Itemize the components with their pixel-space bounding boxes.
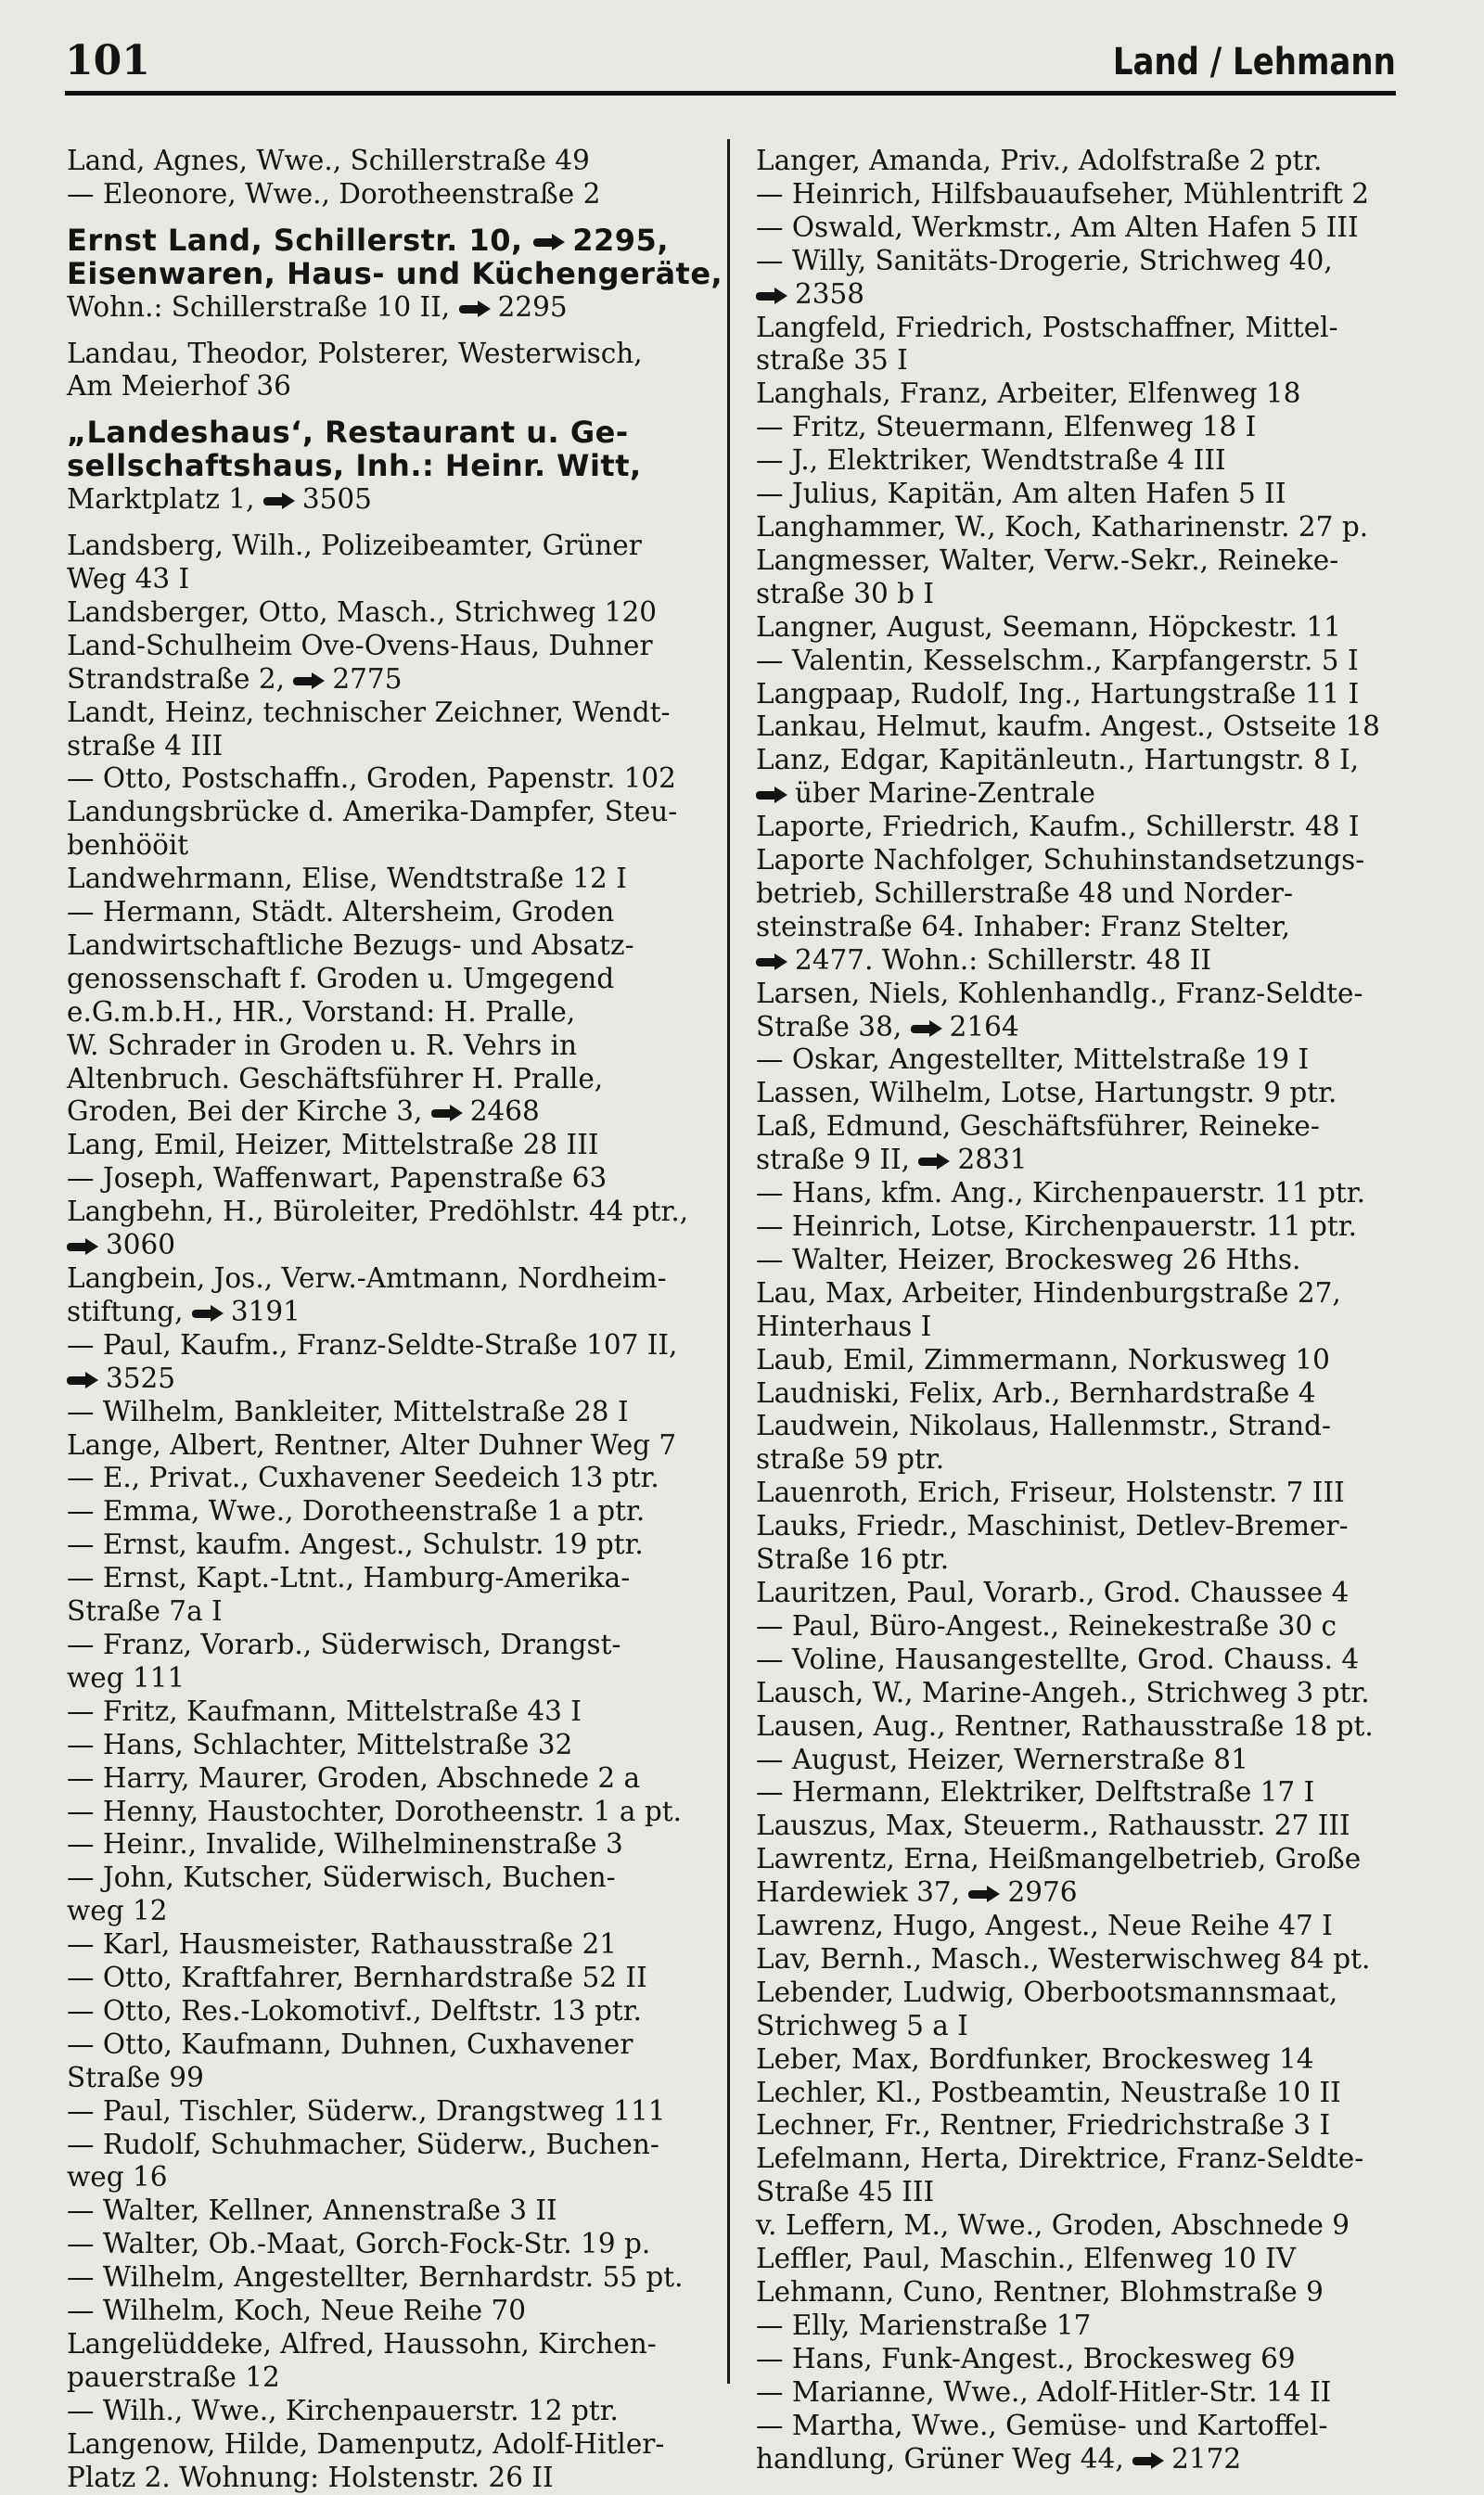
- entry-line: Altenbruch. Geschäftsführer H. Pralle,: [67, 1062, 604, 1094]
- entry-line: — Wilhelm, Angestellter, Bernhardstr. 55 pt.: [67, 2261, 684, 2294]
- ad-line: sellschaftshaus, Inh.: Heinr. Witt,: [67, 448, 642, 484]
- directory-entry: [756, 145, 1414, 178]
- directory-entry: [756, 1410, 1414, 1477]
- telephone-pointer-icon: [293, 672, 326, 689]
- telephone-pointer-icon: [67, 1372, 100, 1388]
- directory-entry: [756, 1110, 1414, 1177]
- directory-entry: [67, 145, 721, 178]
- entry-gap: [67, 517, 721, 530]
- entry-line: Straße 99: [67, 2061, 204, 2093]
- entry-line-text: Hardewiek 37,: [756, 1876, 969, 1909]
- directory-entry: [67, 1928, 721, 1962]
- directory-entry: [67, 1828, 721, 1862]
- entry-line: — Otto, Postschaffn., Groden, Papenstr. 102: [67, 762, 676, 795]
- telephone-pointer-icon: [918, 1153, 952, 1170]
- entry-line: Langenow, Hilde, Damenputz, Adolf-Hitler-: [67, 2427, 665, 2460]
- entry-line: Landwirtschaftliche Bezugs- und Absatz-: [67, 928, 634, 961]
- entry-line: Leffler, Paul, Maschin., Elfenweg 10 IV: [756, 2243, 1297, 2275]
- directory-entry: [756, 1644, 1414, 1677]
- entry-phone-line: [106, 1362, 721, 1396]
- telephone-pointer-icon: [911, 1020, 944, 1037]
- directory-entry: [67, 929, 721, 1129]
- entry-line: straße 30 b I: [756, 577, 935, 609]
- directory-entry: [756, 1744, 1414, 1777]
- entry-line: — Ernst, kaufm. Angest., Schulstr. 19 ptr.: [67, 1529, 644, 1561]
- directory-entry: [67, 2428, 721, 2495]
- telephone-pointer-icon: [756, 787, 789, 803]
- entry-line: Landungsbrücke d. Amerika-Dampfer, Steu-: [67, 796, 678, 828]
- entry-line: Lav, Bernh., Masch., Westerwischweg 84 pt.: [756, 1942, 1371, 1975]
- entry-line: — Paul, Tischler, Süderw., Drangstweg 111: [67, 2094, 666, 2127]
- directory-entry: [756, 1977, 1414, 2043]
- directory-entry: [67, 2228, 721, 2261]
- entry-line: — Harry, Maurer, Groden, Abschnede 2 a: [67, 1761, 641, 1794]
- directory-entry: [67, 596, 721, 630]
- entry-line: — Voline, Hausangestellte, Grod. Chauss. 4: [756, 1643, 1360, 1675]
- directory-entry: [756, 1610, 1414, 1644]
- page-header: [65, 35, 1396, 96]
- entry-line: Landt, Heinz, technischer Zeichner, Wendt-: [67, 696, 671, 728]
- directory-entry: [67, 2395, 721, 2428]
- entry-line: — Otto, Res.-Lokomotivf., Delftstr. 13 ptr.: [67, 1994, 642, 2027]
- entry-line: Landsberger, Otto, Masch., Strichweg 120: [67, 595, 657, 628]
- directory-entry: [756, 511, 1414, 544]
- entry-line-text: Groden, Bei der Kirche 3,: [67, 1095, 431, 1128]
- entry-line: — Joseph, Waffenwart, Papenstraße 63: [67, 1162, 608, 1195]
- entry-line: weg 12: [67, 1895, 168, 1927]
- entry-line: Lebender, Ludwig, Oberbootsmannsmaat,: [756, 1976, 1338, 2008]
- directory-entry: [756, 312, 1414, 378]
- directory-entry: [67, 178, 721, 211]
- ad-phone-number: 2295,: [572, 222, 669, 258]
- directory-entry: [756, 1244, 1414, 1277]
- entry-phone-line: [795, 943, 1414, 978]
- entry-line: — E., Privat., Cuxhavener Seedeich 13 ptr.: [67, 1462, 659, 1494]
- telephone-pointer-icon: [192, 1305, 225, 1322]
- entry-line: straße 35 I: [756, 344, 908, 377]
- directory-entry: [756, 2343, 1414, 2376]
- entry-line: Lange, Albert, Rentner, Alter Duhner Weg 7: [67, 1428, 677, 1461]
- telephone-pointer-icon: [1132, 2452, 1166, 2469]
- entry-line: — Emma, Wwe., Dorotheenstraße 1 a ptr.: [67, 1495, 646, 1528]
- entry-phone-line: [106, 1229, 721, 1262]
- directory-entry: [67, 1629, 721, 1695]
- directory-entry: [756, 1077, 1414, 1110]
- entry-line: Lawrenz, Hugo, Angest., Neue Reihe 47 I: [756, 1910, 1333, 1942]
- directory-entry: [67, 863, 721, 896]
- directory-entry: [756, 2043, 1414, 2077]
- directory-entry: [67, 2028, 721, 2095]
- directory-entry: [756, 1377, 1414, 1411]
- directory-entry: [67, 796, 721, 863]
- entry-line: Land, Agnes, Wwe., Schillerstraße 49: [67, 145, 590, 176]
- directory-entry: [756, 611, 1414, 645]
- entry-line: genossenschaft f. Groden u. Umgegend: [67, 962, 615, 994]
- phone-number: 2976: [1007, 1876, 1078, 1909]
- ad-address: [67, 483, 721, 517]
- directory-entry: [67, 1196, 721, 1262]
- directory-entry: [67, 1429, 721, 1463]
- directory-entry: [67, 1695, 721, 1729]
- directory-entry: [67, 224, 721, 325]
- entry-phone-line: [795, 777, 1414, 811]
- entry-phone-line: [756, 1010, 1414, 1044]
- entry-line: Langbehn, H., Büroleiter, Predöhlstr. 44 ptr.,: [67, 1196, 689, 1228]
- directory-entry: [67, 2295, 721, 2328]
- entry-line: Lau, Max, Arbeiter, Hindenburgstraße 27,: [756, 1276, 1341, 1309]
- entry-phone-line: [756, 2442, 1414, 2476]
- entry-line-text: Strandstraße 2,: [67, 662, 294, 695]
- directory-entry: [67, 416, 721, 517]
- directory-entry: [756, 645, 1414, 678]
- entry-line: Lassen, Wilhelm, Lotse, Hartungstr. 9 ptr.: [756, 1077, 1337, 1109]
- telephone-pointer-icon: [459, 301, 493, 317]
- directory-entry: [67, 1462, 721, 1495]
- entry-line: — Hans, Schlachter, Mittelstraße 32: [67, 1728, 573, 1760]
- entry-line: Larsen, Niels, Kohlenhandlg., Franz-Seldte-: [756, 977, 1363, 1009]
- entry-line: Langer, Amanda, Priv., Adolfstraße 2 ptr.: [756, 145, 1323, 176]
- entry-line: weg 111: [67, 1661, 186, 1694]
- directory-entry: [756, 1277, 1414, 1344]
- entry-line: Leber, Max, Bordfunker, Brockesweg 14: [756, 2042, 1314, 2075]
- entry-line: — Ernst, Kapt.-Ltnt., Hamburg-Amerika-: [67, 1562, 631, 1594]
- entry-line: Laudniski, Felix, Arb., Bernhardstraße 4: [756, 1376, 1316, 1409]
- entry-phone-line: [756, 1876, 1414, 1910]
- entry-line: benhööit: [67, 829, 189, 862]
- entry-line: — August, Heizer, Wernerstraße 81: [756, 1743, 1248, 1775]
- entry-line: — Otto, Kraftfahrer, Bernhardstraße 52 II: [67, 1962, 647, 1994]
- entry-line: — Rudolf, Schuhmacher, Süderw., Buchen-: [67, 2128, 659, 2160]
- directory-entry: [756, 1710, 1414, 1744]
- entry-line: Straße 16 ptr.: [756, 1543, 950, 1576]
- entry-line: Langelüddeke, Alfred, Haussohn, Kirchen-: [67, 2328, 657, 2360]
- entry-line-text: handlung, Grüner Weg 44,: [756, 2442, 1133, 2475]
- ad-name: Ernst Land,: [67, 222, 263, 258]
- directory-entry: [756, 444, 1414, 478]
- entry-line: — Oskar, Angestellter, Mittelstraße 19 I: [756, 1043, 1310, 1076]
- entry-line: Langner, August, Seemann, Höpckestr. 11: [756, 610, 1341, 643]
- entry-line: — Walter, Ob.-Maat, Gorch-Fock-Str. 19 p.: [67, 2228, 651, 2260]
- directory-entry: [756, 411, 1414, 444]
- directory-entry: [67, 1995, 721, 2028]
- directory-entry: [756, 1943, 1414, 1977]
- entry-line-text: Straße 38,: [756, 1010, 911, 1043]
- directory-entry: [756, 1910, 1414, 1943]
- entry-line: Strichweg 5 a I: [756, 2009, 968, 2041]
- directory-entry: [756, 1510, 1414, 1577]
- entry-line: — Heinr., Invalide, Wilhelminenstraße 3: [67, 1828, 623, 1861]
- directory-entry: [67, 1129, 721, 1162]
- directory-entry: [67, 1762, 721, 1796]
- entry-line: weg 16: [67, 2161, 168, 2194]
- entry-line: Am Meierhof 36: [67, 370, 291, 403]
- entry-line: — Wilhelm, Bankleiter, Mittelstraße 28 I: [67, 1395, 629, 1427]
- ad-address: Schillerstr. 10,: [262, 222, 534, 258]
- ad-line: „Landeshaus‘, Restaurant u. Ge-: [67, 415, 629, 451]
- entry-line: — Franz, Vorarb., Süderwisch, Drangst-: [67, 1628, 621, 1660]
- directory-entry: [756, 1344, 1414, 1377]
- entry-line: — Oswald, Werkmstr., Am Alten Hafen 5 III: [756, 211, 1359, 243]
- directory-entry: [756, 1577, 1414, 1610]
- directory-entry: [67, 2328, 721, 2395]
- directory-entry: [67, 1329, 721, 1396]
- entry-line: Lechler, Kl., Postbeamtin, Neustraße 10 II: [756, 2076, 1341, 2108]
- directory-entry: [756, 1210, 1414, 1244]
- directory-entry: [67, 896, 721, 929]
- directory-entry: [67, 1962, 721, 1995]
- entry-line: — Heinrich, Lotse, Kirchenpauerstr. 11 ptr.: [756, 1210, 1357, 1242]
- entry-line: — Martha, Wwe., Gemüse- und Kartoffel-: [756, 2409, 1328, 2441]
- entry-gap: [67, 325, 721, 338]
- entry-phone-line: [67, 1095, 721, 1129]
- entry-line: Laudwein, Nikolaus, Hallenmstr., Strand-: [756, 1410, 1331, 1442]
- phone-number: 3060: [106, 1229, 176, 1261]
- directory-entry: [67, 762, 721, 796]
- entry-line: W. Schrader in Groden u. R. Vehrs in: [67, 1029, 577, 1061]
- entry-line: — J., Elektriker, Wendtstraße 4 III: [756, 444, 1226, 477]
- directory-entry: [756, 1843, 1414, 1910]
- directory-entry: [67, 2194, 721, 2228]
- telephone-pointer-icon: [431, 1105, 465, 1121]
- entry-line: — Paul, Kaufm., Franz-Seldte-Straße 107 II,: [67, 1328, 678, 1361]
- ad-headline: [67, 222, 721, 258]
- telephone-pointer-icon: [533, 234, 567, 250]
- directory-entry: [756, 1677, 1414, 1710]
- directory-entry: [756, 678, 1414, 711]
- entry-line: — Walter, Heizer, Brockesweg 26 Hths.: [756, 1243, 1301, 1275]
- directory-entry: [756, 744, 1414, 811]
- phone-number: 2164: [949, 1010, 1019, 1043]
- entry-line: Lauenroth, Erich, Friseur, Holstenstr. 7 III: [756, 1477, 1345, 1509]
- entry-phone-line: [795, 277, 1414, 312]
- entry-phone-line: [67, 1295, 721, 1329]
- entry-line: Lauszus, Max, Steuerm., Rathausstr. 27 III: [756, 1810, 1350, 1842]
- directory-entry: [756, 1043, 1414, 1077]
- directory-entry: [756, 2143, 1414, 2209]
- directory-entry: [67, 2095, 721, 2129]
- directory-entry: [67, 1262, 721, 1329]
- page-number: 101: [65, 37, 150, 84]
- directory-entry: [67, 630, 721, 697]
- entry-line: Straße 45 III: [756, 2176, 935, 2208]
- entry-line: Landsberg, Wilh., Polizeibeamter, Grüner: [67, 530, 642, 562]
- entry-line: Laporte, Friedrich, Kaufm., Schillerstr. 48 I: [756, 811, 1360, 843]
- phone-number: 3191: [230, 1295, 301, 1327]
- directory-entry: [756, 377, 1414, 411]
- entry-line-text: stiftung,: [67, 1295, 192, 1327]
- directory-entry: [756, 2243, 1414, 2276]
- entry-line: — Hermann, Elektriker, Delftstraße 17 I: [756, 1776, 1315, 1809]
- entry-line: — Fritz, Kaufmann, Mittelstraße 43 I: [67, 1695, 582, 1727]
- directory-entry: [756, 245, 1414, 312]
- entry-line: Lauritzen, Paul, Vorarb., Grod. Chaussee 4: [756, 1576, 1350, 1608]
- entry-line: e.G.m.b.H., HR., Vorstand: H. Pralle,: [67, 995, 576, 1028]
- directory-entry: [756, 178, 1414, 211]
- directory-entry: [756, 2109, 1414, 2143]
- directory-entry: [756, 2077, 1414, 2110]
- directory-entry: [67, 1562, 721, 1629]
- entry-line: — Willy, Sanitäts-Drogerie, Strichweg 40,: [756, 244, 1333, 276]
- entry-line: Laporte Nachfolger, Schuhinstandsetzungs-: [756, 844, 1365, 876]
- telephone-pointer-icon: [263, 493, 297, 509]
- entry-line: — Hans, Funk-Angest., Brockesweg 69: [756, 2342, 1296, 2374]
- entry-line: Straße 7a I: [67, 1595, 223, 1628]
- entry-line: Landau, Theodor, Polsterer, Westerwisch,: [67, 337, 643, 369]
- directory-entry: [756, 2376, 1414, 2410]
- entry-line: straße 4 III: [67, 729, 224, 761]
- entry-line: Laub, Emil, Zimmermann, Norkusweg 10: [756, 1343, 1330, 1375]
- entry-line: — Paul, Büro-Angest., Reinekestraße 30 c: [756, 1609, 1337, 1642]
- entry-line: — Marianne, Wwe., Adolf-Hitler-Str. 14 II: [756, 2375, 1332, 2408]
- entry-line: Lankau, Helmut, kaufm. Angest., Ostseite 18: [756, 710, 1380, 743]
- entry-line: — Elly, Marienstraße 17: [756, 2309, 1092, 2341]
- entry-line: Langhals, Franz, Arbeiter, Elfenweg 18: [756, 377, 1301, 410]
- directory-entry: [67, 1796, 721, 1829]
- phone-number: 2831: [957, 1144, 1028, 1176]
- entry-line: betrieb, Schillerstraße 48 und Norder-: [756, 876, 1293, 909]
- directory-entry: [756, 811, 1414, 844]
- entry-line: Lausch, W., Marine-Angeh., Strichweg 3 ptr.: [756, 1676, 1370, 1708]
- entry-line: Platz 2. Wohnung: Holstenstr. 26 II: [67, 2461, 554, 2493]
- directory-entry: [756, 710, 1414, 744]
- phone-number: 2775: [332, 662, 403, 695]
- entry-line: — Heinrich, Hilfsbauaufseher, Mühlentrift 2: [756, 177, 1370, 210]
- directory-entry: [67, 530, 721, 596]
- entry-line: Lehmann, Cuno, Rentner, Blohmstraße 9: [756, 2276, 1324, 2308]
- left-column: [67, 145, 721, 2495]
- directory-entry: [67, 2261, 721, 2295]
- directory-entry: [756, 844, 1414, 978]
- directory-entry: [756, 2410, 1414, 2476]
- ad-address-text: Marktplatz 1,: [67, 483, 263, 516]
- entry-line: — Wilh., Wwe., Kirchenpauerstr. 12 ptr.: [67, 2394, 619, 2426]
- entry-line: — Valentin, Kesselschm., Karpfangerstr. 5 I: [756, 644, 1359, 676]
- entry-line: — Eleonore, Wwe., Dorotheenstraße 2: [67, 177, 601, 210]
- directory-entry: [67, 1529, 721, 1562]
- entry-line: — Henny, Haustochter, Dorotheenstr. 1 a pt.: [67, 1795, 682, 1827]
- entry-line: v. Leffern, M., Wwe., Groden, Abschnede 9: [756, 2209, 1350, 2242]
- entry-line: Hinterhaus I: [756, 1310, 932, 1342]
- phone-number: 2172: [1171, 2442, 1242, 2475]
- entry-line: Langmesser, Walter, Verw.-Sekr., Reineke-: [756, 544, 1339, 576]
- ad-phone-number: 3505: [301, 483, 372, 516]
- phone-number: über Marine-Zentrale: [795, 777, 1095, 810]
- entry-line: straße 59 ptr.: [756, 1443, 945, 1476]
- entry-line: Langbein, Jos., Verw.-Amtmann, Nordheim-: [67, 1262, 667, 1294]
- directory-entry: [756, 211, 1414, 245]
- entry-line: Lang, Emil, Heizer, Mittelstraße 28 III: [67, 1129, 599, 1161]
- entry-line: Langhammer, W., Koch, Katharinenstr. 27 p.: [756, 510, 1369, 543]
- entry-line: Land-Schulheim Ove-Ovens-Haus, Duhner: [67, 629, 653, 661]
- directory-entry: [756, 1177, 1414, 1210]
- running-head: Land / Lehmann: [1113, 41, 1396, 83]
- entry-line: — Wilhelm, Koch, Neue Reihe 70: [67, 2295, 527, 2327]
- entry-line: Lanz, Edgar, Kapitänleutn., Hartungstr. 8 I,: [756, 744, 1360, 776]
- entry-line: Lefelmann, Herta, Direktrice, Franz-Seldte-: [756, 2143, 1364, 2175]
- entry-line: Lechner, Fr., Rentner, Friedrichstraße 3 I: [756, 2109, 1331, 2142]
- phone-number: 2358: [795, 277, 865, 310]
- telephone-pointer-icon: [968, 1886, 1002, 1902]
- entry-line: — Fritz, Steuermann, Elfenweg 18 I: [756, 411, 1257, 443]
- directory-entry: [67, 338, 721, 404]
- entry-line: Lausen, Aug., Rentner, Rathausstraße 18 pt.: [756, 1709, 1374, 1742]
- entry-line: Langfeld, Friedrich, Postschaffner, Mittel-: [756, 311, 1338, 343]
- directory-entry: [756, 2276, 1414, 2309]
- entry-line: — Hans, kfm. Ang., Kirchenpauerstr. 11 ptr.: [756, 1177, 1366, 1209]
- telephone-pointer-icon: [67, 1238, 100, 1255]
- directory-entry: [67, 697, 721, 763]
- entry-line: — Hermann, Städt. Altersheim, Groden: [67, 896, 615, 928]
- right-column: [756, 145, 1414, 2476]
- directory-entry: [756, 1810, 1414, 1843]
- entry-line: — Julius, Kapitän, Am alten Hafen 5 II: [756, 478, 1286, 510]
- directory-entry: [67, 1862, 721, 1928]
- directory-entry: [756, 1776, 1414, 1810]
- entry-line: Lauks, Friedr., Maschinist, Detlev-Bremer-: [756, 1510, 1349, 1542]
- entry-phone-line: [67, 662, 721, 697]
- directory-entry: [756, 2309, 1414, 2343]
- directory-entry: [67, 1162, 721, 1196]
- directory-entry: [756, 478, 1414, 511]
- entry-line: — Otto, Kaufmann, Duhnen, Cuxhavener: [67, 2028, 633, 2060]
- ad-residence-text: Wohn.: Schillerstraße 10 II,: [67, 290, 459, 323]
- entry-line: Landwehrmann, Elise, Wendtstraße 12 I: [67, 863, 627, 895]
- entry-line-text: straße 9 II,: [756, 1144, 919, 1176]
- entry-line: Laß, Edmund, Geschäftsführer, Reineke-: [756, 1110, 1320, 1143]
- directory-entry: [67, 2129, 721, 2195]
- ad-line: Eisenwaren, Haus- und Küchengeräte,: [67, 255, 723, 291]
- directory-entry: [67, 1396, 721, 1429]
- directory-entry: [756, 978, 1414, 1044]
- entry-line: Langpaap, Rudolf, Ing., Hartungstraße 11 I: [756, 677, 1360, 710]
- entry-line: Lawrentz, Erna, Heißmangelbetrieb, Große: [756, 1843, 1362, 1875]
- directory-entry: [67, 1729, 721, 1762]
- entry-phone-line: [756, 1144, 1414, 1177]
- telephone-pointer-icon: [756, 288, 789, 304]
- directory-entry: [67, 1495, 721, 1529]
- entry-line: — Karl, Hausmeister, Rathausstraße 21: [67, 1928, 617, 1961]
- telephone-pointer-icon: [756, 953, 789, 970]
- column-divider: [727, 139, 730, 2384]
- ad-residence: [67, 290, 721, 325]
- entry-line: pauerstraße 12: [67, 2361, 280, 2393]
- directory-entry: [756, 1477, 1414, 1510]
- directory-entry: [756, 544, 1414, 611]
- entry-line: Weg 43 I: [67, 562, 190, 595]
- entry-line: steinstraße 64. Inhaber: Franz Stelter,: [756, 910, 1290, 942]
- entry-line: — John, Kutscher, Süderwisch, Buchen-: [67, 1862, 616, 1894]
- directory-entry: [756, 2209, 1414, 2243]
- entry-line: — Walter, Kellner, Annenstraße 3 II: [67, 2194, 557, 2227]
- ad-phone-number: 2295: [497, 290, 568, 323]
- phone-number: 2468: [469, 1095, 540, 1128]
- phone-number: 2477. Wohn.: Schillerstr. 48 II: [795, 943, 1212, 976]
- phone-number: 3525: [106, 1362, 176, 1394]
